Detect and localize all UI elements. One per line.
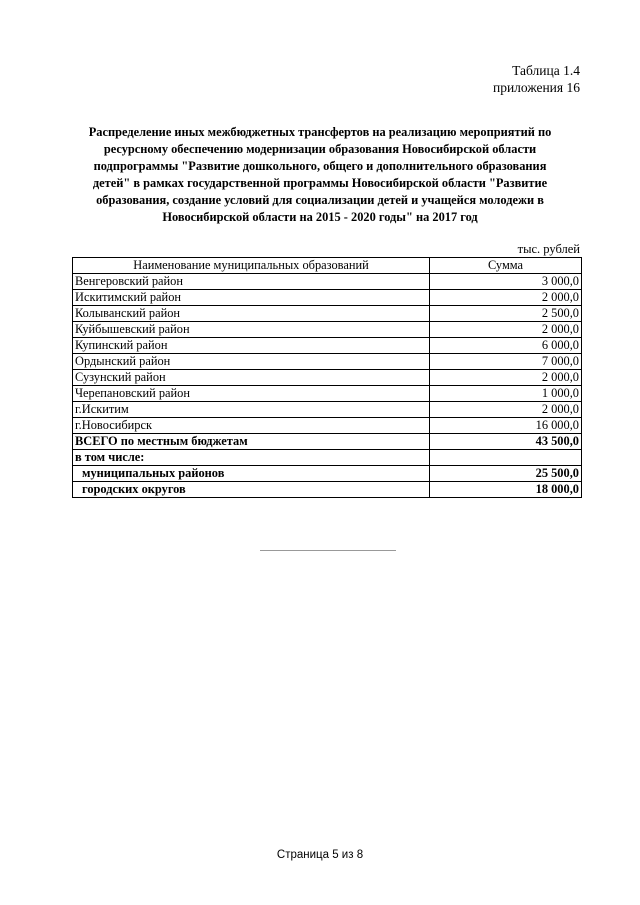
municipality-name: г.Искитим	[73, 402, 430, 418]
amount: 2 000,0	[430, 402, 582, 418]
title-line: ресурсному обеспечению модернизации образования Новосибирской области	[103, 142, 537, 156]
title-line: детей" в рамках государственной программы Новосибирской области "Развитие	[92, 176, 548, 190]
municipality-name: Черепановский район	[73, 386, 430, 402]
table-label: Таблица 1.4	[512, 63, 580, 78]
municipality-name: Сузунский район	[73, 370, 430, 386]
table-reference	[493, 62, 580, 96]
separator-line	[260, 550, 396, 551]
municipality-name: Куйбышевский район	[73, 322, 430, 338]
amount: 2 000,0	[430, 290, 582, 306]
urban-districts-label: городских округов	[73, 482, 430, 498]
title-line: Новосибирской области на 2015 - 2020 годы" на 2017 год	[162, 210, 478, 224]
including-amount	[430, 450, 582, 466]
table-header-row	[73, 258, 582, 274]
table-row	[73, 402, 582, 418]
table-row	[73, 306, 582, 322]
municipality-name: Искитимский район	[73, 290, 430, 306]
municipal-districts-label: муниципальных районов	[73, 466, 430, 482]
amount: 1 000,0	[430, 386, 582, 402]
title-line: подпрограммы "Развитие дошкольного, общего и дополнительного образования	[93, 159, 547, 173]
municipal-districts-row	[73, 466, 582, 482]
amount: 2 000,0	[430, 370, 582, 386]
total-label: ВСЕГО по местным бюджетам	[73, 434, 430, 450]
column-header-name: Наименование муниципальных образований	[73, 258, 430, 274]
municipality-name: г.Новосибирск	[73, 418, 430, 434]
title-line: Распределение иных межбюджетных трансфертов на реализацию мероприятий по	[88, 125, 552, 139]
table-row	[73, 290, 582, 306]
amount: 2 500,0	[430, 306, 582, 322]
municipality-name: Венгеровский район	[73, 274, 430, 290]
units-label: тыс. рублей	[517, 242, 580, 256]
column-header-sum: Сумма	[430, 258, 582, 274]
table-row	[73, 354, 582, 370]
table-row	[73, 274, 582, 290]
urban-districts-amount: 18 000,0	[430, 482, 582, 498]
table-row	[73, 322, 582, 338]
municipality-name: Ордынский район	[73, 354, 430, 370]
page-number: Страница 5 из 8	[276, 849, 364, 861]
urban-districts-row	[73, 482, 582, 498]
appendix-label: приложения 16	[492, 80, 580, 95]
amount: 16 000,0	[430, 418, 582, 434]
amount: 3 000,0	[430, 274, 582, 290]
table-row	[73, 370, 582, 386]
amount: 6 000,0	[430, 338, 582, 354]
distribution-table	[72, 257, 582, 498]
document-title	[78, 124, 562, 226]
municipal-districts-amount: 25 500,0	[430, 466, 582, 482]
municipality-name: Купинский район	[73, 338, 430, 354]
including-label: в том числе:	[73, 450, 430, 466]
table-row	[73, 418, 582, 434]
municipality-name: Колыванский район	[73, 306, 430, 322]
title-line: образования, создание условий для социализации детей и учащейся молодежи в	[96, 193, 544, 207]
total-row	[73, 434, 582, 450]
including-row	[73, 450, 582, 466]
table-row	[73, 338, 582, 354]
amount: 7 000,0	[430, 354, 582, 370]
amount: 2 000,0	[430, 322, 582, 338]
total-amount: 43 500,0	[430, 434, 582, 450]
table-row	[73, 386, 582, 402]
